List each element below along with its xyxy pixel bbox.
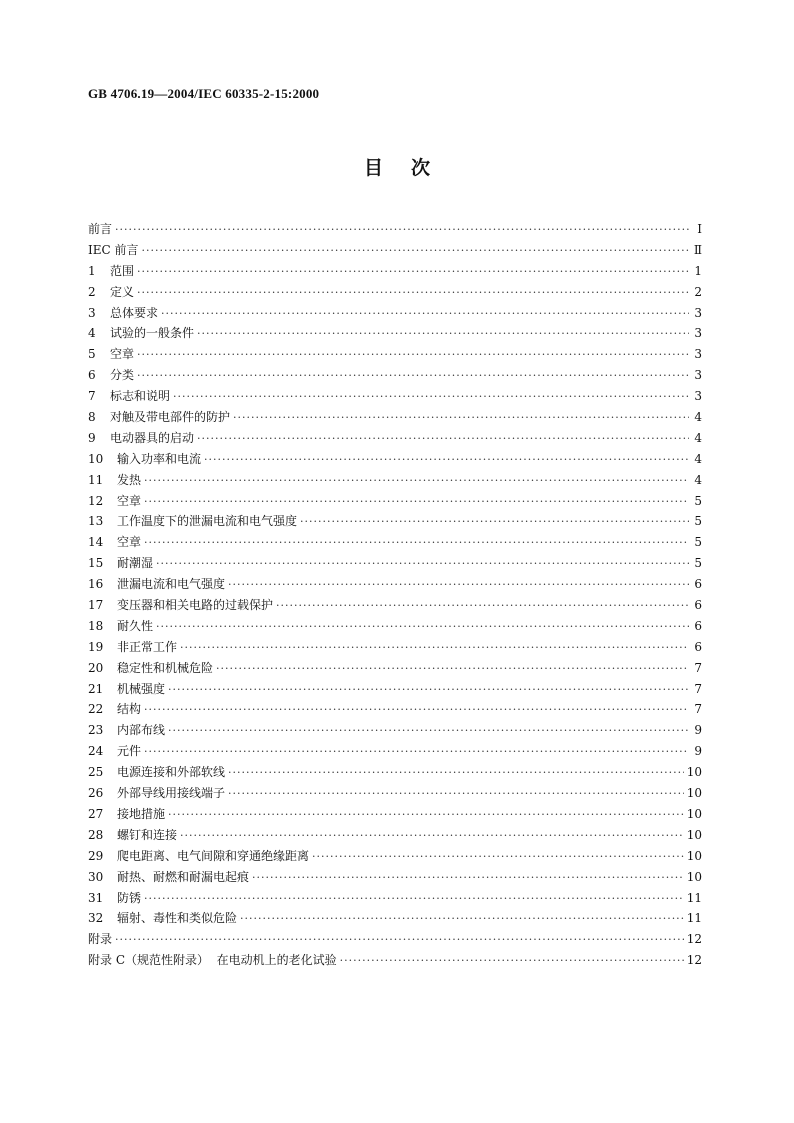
toc-entry[interactable] bbox=[88, 699, 702, 720]
toc-entry[interactable] bbox=[88, 240, 702, 261]
toc-entry-page: 10 bbox=[686, 786, 702, 801]
toc-entry-page: 5 bbox=[694, 514, 702, 529]
toc-entry-page: 4 bbox=[694, 430, 702, 445]
toc-entry-label: 螺钉和连接 bbox=[117, 827, 178, 842]
toc-entry-page: 6 bbox=[694, 577, 702, 592]
toc-leader-dots bbox=[300, 512, 689, 533]
toc-entry-label: IEC 前言 bbox=[88, 242, 139, 257]
toc-entry[interactable] bbox=[88, 720, 702, 741]
toc-entry-label: 试验的一般条件 bbox=[110, 326, 195, 341]
toc-entry-page: 12 bbox=[686, 953, 702, 968]
toc-entry-label: 空章 bbox=[117, 493, 142, 508]
toc-entry-label: 变压器和相关电路的过载保护 bbox=[117, 598, 274, 613]
toc-entry-number: 23 bbox=[88, 723, 104, 738]
toc-entry-page: 10 bbox=[686, 765, 702, 780]
toc-entry[interactable] bbox=[88, 950, 702, 971]
toc-leader-dots bbox=[137, 262, 689, 283]
toc-entry-page: 10 bbox=[686, 806, 702, 821]
toc-leader-dots bbox=[144, 492, 689, 513]
toc-leader-dots bbox=[156, 617, 689, 638]
toc-entry[interactable] bbox=[88, 908, 702, 929]
toc-leader-dots bbox=[233, 408, 689, 429]
toc-entry-label: 机械强度 bbox=[117, 681, 166, 696]
toc-entry-number: 26 bbox=[88, 786, 104, 801]
toc-entry[interactable] bbox=[88, 511, 702, 532]
toc-entry-number: 30 bbox=[88, 869, 104, 884]
toc-entry-page: 3 bbox=[694, 347, 702, 362]
standard-number: GB 4706.19—2004/IEC 60335-2-15:2000 bbox=[88, 86, 320, 101]
toc-entry-number: 27 bbox=[88, 806, 104, 821]
toc-leader-dots bbox=[340, 951, 684, 972]
toc-entry[interactable] bbox=[88, 783, 702, 804]
toc-entry-number: 24 bbox=[88, 744, 104, 759]
toc-entry-number: 15 bbox=[88, 556, 104, 571]
toc-entry[interactable] bbox=[88, 323, 702, 344]
toc-entry-page: 7 bbox=[694, 681, 702, 696]
toc-entry-page: 9 bbox=[694, 744, 702, 759]
toc-leader-dots bbox=[276, 596, 689, 617]
toc-leader-dots bbox=[168, 805, 684, 826]
page-title bbox=[0, 153, 794, 180]
toc-entry-page: Ⅱ bbox=[693, 242, 702, 257]
toc-entry[interactable] bbox=[88, 637, 702, 658]
toc-entry-number: 32 bbox=[88, 911, 104, 926]
toc-leader-dots bbox=[115, 220, 689, 241]
toc-entry-number: 21 bbox=[88, 681, 104, 696]
title-char-2: 次 bbox=[411, 157, 431, 179]
toc-leader-dots bbox=[137, 366, 689, 387]
toc-entry[interactable] bbox=[88, 804, 702, 825]
toc-entry-label: 输入功率和电流 bbox=[117, 451, 202, 466]
toc-entry-page: 11 bbox=[686, 911, 702, 926]
toc-entry-label: 范围 bbox=[110, 263, 135, 278]
toc-leader-dots bbox=[144, 742, 689, 763]
toc-entry-label: 内部布线 bbox=[117, 723, 166, 738]
toc-leader-dots bbox=[115, 930, 684, 951]
toc-entry-label: 辐射、毒性和类似危险 bbox=[117, 911, 238, 926]
toc-entry-number: 4 bbox=[88, 326, 96, 341]
toc-entry-label: 标志和说明 bbox=[110, 389, 171, 404]
toc-entry[interactable] bbox=[88, 658, 702, 679]
toc-entry-page: 2 bbox=[694, 284, 702, 299]
toc-entry[interactable] bbox=[88, 888, 702, 909]
toc-entry-label: 附录 C（规范性附录） 在电动机上的老化试验 bbox=[88, 953, 337, 968]
toc-entry-page: 4 bbox=[694, 410, 702, 425]
toc-entry[interactable] bbox=[88, 344, 702, 365]
toc-entry[interactable] bbox=[88, 679, 702, 700]
toc-entry-number: 8 bbox=[88, 410, 96, 425]
toc-entry-number: 13 bbox=[88, 514, 104, 529]
toc-entry-page: 7 bbox=[694, 660, 702, 675]
toc-entry[interactable] bbox=[88, 867, 702, 888]
toc-leader-dots bbox=[142, 241, 690, 262]
toc-entry-label: 稳定性和机械危险 bbox=[117, 660, 214, 675]
toc-leader-dots bbox=[144, 471, 689, 492]
toc-leader-dots bbox=[180, 638, 689, 659]
toc-entry[interactable] bbox=[88, 261, 702, 282]
toc-entry-page: 10 bbox=[686, 869, 702, 884]
toc-entry-label: 电源连接和外部软线 bbox=[117, 765, 226, 780]
toc-entry-label: 发热 bbox=[117, 472, 142, 487]
toc-entry-label: 总体要求 bbox=[110, 305, 159, 320]
toc-entry-label: 分类 bbox=[110, 368, 135, 383]
toc-entry-label: 防锈 bbox=[117, 890, 142, 905]
toc-entry-label: 爬电距离、电气间隙和穿通绝缘距离 bbox=[117, 848, 310, 863]
toc-entry-label: 空章 bbox=[117, 535, 142, 550]
toc-entry-number: 28 bbox=[88, 827, 104, 842]
toc-entry-number: 16 bbox=[88, 577, 104, 592]
toc-leader-dots bbox=[228, 763, 684, 784]
toc-leader-dots bbox=[197, 324, 689, 345]
toc-entry-page: 3 bbox=[694, 389, 702, 404]
toc-entry-label: 附录 bbox=[88, 932, 113, 947]
toc-entry[interactable] bbox=[88, 929, 702, 950]
toc-entry[interactable] bbox=[88, 762, 702, 783]
toc-leader-dots bbox=[180, 826, 684, 847]
toc-entry-number: 25 bbox=[88, 765, 104, 780]
toc-leader-dots bbox=[204, 450, 689, 471]
toc-entry-number: 29 bbox=[88, 848, 104, 863]
toc-entry-page: 5 bbox=[694, 535, 702, 550]
toc-entry-number: 9 bbox=[88, 430, 96, 445]
toc-entry-number: 17 bbox=[88, 598, 104, 613]
toc-entry[interactable] bbox=[88, 825, 702, 846]
toc-entry[interactable] bbox=[88, 595, 702, 616]
toc-leader-dots bbox=[144, 889, 684, 910]
toc-entry-number: 31 bbox=[88, 890, 104, 905]
toc-leader-dots bbox=[312, 847, 684, 868]
toc-entry-page: 6 bbox=[694, 639, 702, 654]
toc-entry[interactable] bbox=[88, 491, 702, 512]
toc-leader-dots bbox=[168, 680, 689, 701]
toc-entry-label: 外部导线用接线端子 bbox=[117, 786, 226, 801]
toc-entry-page: 12 bbox=[686, 932, 702, 947]
toc-entry-number: 3 bbox=[88, 305, 96, 320]
toc-entry-number: 20 bbox=[88, 660, 104, 675]
toc-leader-dots bbox=[161, 304, 689, 325]
toc-entry-number: 5 bbox=[88, 347, 96, 362]
toc-entry-page: 3 bbox=[694, 326, 702, 341]
toc-leader-dots bbox=[197, 429, 689, 450]
toc-entry[interactable] bbox=[88, 282, 702, 303]
toc-entry[interactable] bbox=[88, 846, 702, 867]
toc-entry[interactable] bbox=[88, 741, 702, 762]
toc-entry-label: 接地措施 bbox=[117, 806, 166, 821]
toc-entry-page: 1 bbox=[694, 263, 702, 278]
toc-entry-page: 4 bbox=[694, 472, 702, 487]
toc-entry-label: 前言 bbox=[88, 222, 113, 236]
toc-entry[interactable] bbox=[88, 449, 702, 470]
toc-entry-page: Ⅰ bbox=[697, 222, 702, 236]
toc-leader-dots bbox=[228, 784, 684, 805]
toc-entry[interactable] bbox=[88, 365, 702, 386]
toc-entry-page: 6 bbox=[694, 598, 702, 613]
toc-leader-dots bbox=[168, 721, 689, 742]
toc-entry[interactable] bbox=[88, 553, 702, 574]
table-of-contents bbox=[88, 219, 702, 971]
toc-entry-label: 结构 bbox=[117, 702, 142, 717]
toc-entry[interactable] bbox=[88, 470, 702, 491]
toc-entry-page: 6 bbox=[694, 618, 702, 633]
toc-entry[interactable] bbox=[88, 428, 702, 449]
toc-leader-dots bbox=[137, 345, 689, 366]
toc-entry-label: 耐热、耐燃和耐漏电起痕 bbox=[117, 869, 250, 884]
toc-entry[interactable] bbox=[88, 532, 702, 553]
toc-entry-number: 11 bbox=[88, 472, 104, 487]
toc-entry-label: 空章 bbox=[110, 347, 135, 362]
toc-entry-number: 19 bbox=[88, 639, 104, 654]
toc-entry-label: 耐潮湿 bbox=[117, 556, 154, 571]
toc-entry[interactable] bbox=[88, 303, 702, 324]
toc-entry-page: 3 bbox=[694, 368, 702, 383]
toc-entry-label: 对触及带电部件的防护 bbox=[110, 410, 231, 425]
toc-entry-page: 3 bbox=[694, 305, 702, 320]
toc-entry-label: 定义 bbox=[110, 284, 135, 299]
toc-entry-label: 电动器具的启动 bbox=[110, 430, 195, 445]
toc-entry-label: 泄漏电流和电气强度 bbox=[117, 577, 226, 592]
toc-entry-number: 14 bbox=[88, 535, 104, 550]
title-char-1: 目 bbox=[363, 157, 383, 179]
toc-entry-page: 7 bbox=[694, 702, 702, 717]
toc-entry-page: 5 bbox=[694, 493, 702, 508]
toc-entry-number: 10 bbox=[88, 451, 104, 466]
toc-leader-dots bbox=[144, 700, 689, 721]
toc-entry[interactable] bbox=[88, 616, 702, 637]
toc-leader-dots bbox=[144, 533, 689, 554]
toc-entry-number: 7 bbox=[88, 389, 96, 404]
toc-entry-page: 4 bbox=[694, 451, 702, 466]
toc-leader-dots bbox=[252, 868, 684, 889]
toc-entry[interactable] bbox=[88, 407, 702, 428]
toc-leader-dots bbox=[156, 554, 689, 575]
toc-leader-dots bbox=[216, 659, 689, 680]
toc-entry-page: 5 bbox=[694, 556, 702, 571]
toc-entry[interactable] bbox=[88, 386, 702, 407]
toc-leader-dots bbox=[240, 909, 684, 930]
toc-entry-label: 元件 bbox=[117, 744, 142, 759]
toc-leader-dots bbox=[173, 387, 689, 408]
toc-entry-number: 2 bbox=[88, 284, 96, 299]
toc-entry-page: 10 bbox=[686, 827, 702, 842]
toc-entry-label: 工作温度下的泄漏电流和电气强度 bbox=[117, 514, 298, 529]
toc-entry-number: 6 bbox=[88, 368, 96, 383]
toc-entry-page: 10 bbox=[686, 848, 702, 863]
toc-leader-dots bbox=[228, 575, 689, 596]
toc-entry-number: 12 bbox=[88, 493, 104, 508]
toc-entry-label: 非正常工作 bbox=[117, 639, 178, 654]
toc-entry-page: 11 bbox=[686, 890, 702, 905]
toc-entry-page: 9 bbox=[694, 723, 702, 738]
toc-leader-dots bbox=[137, 283, 689, 304]
toc-entry[interactable] bbox=[88, 219, 702, 240]
toc-entry-number: 22 bbox=[88, 702, 104, 717]
toc-entry-number: 1 bbox=[88, 263, 96, 278]
toc-entry[interactable] bbox=[88, 574, 702, 595]
toc-entry-label: 耐久性 bbox=[117, 618, 154, 633]
toc-entry-number: 18 bbox=[88, 618, 104, 633]
